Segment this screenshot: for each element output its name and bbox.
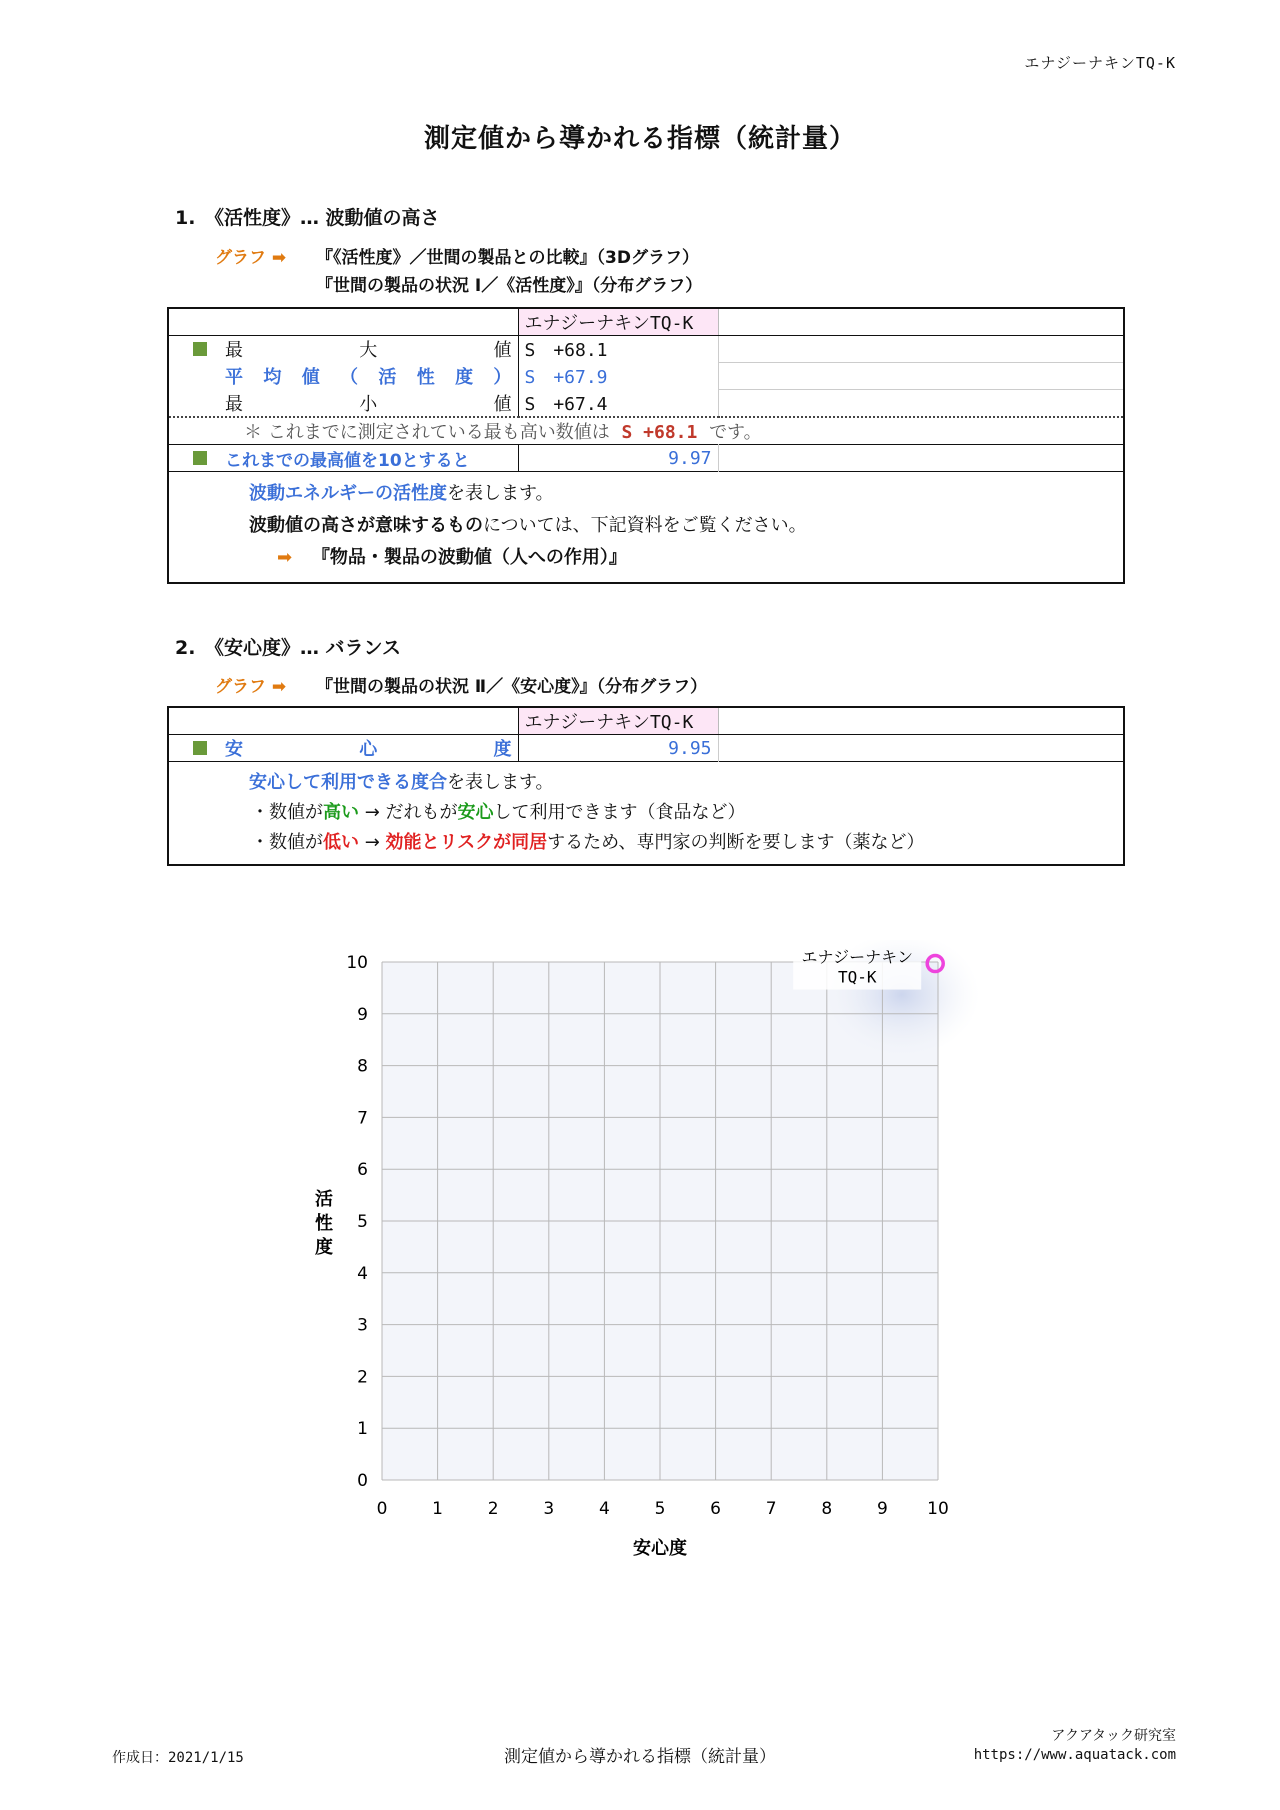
- x-tick-label: 9: [876, 1499, 888, 1519]
- section1-description: 波動エネルギーの活性度を表します。 波動値の高さが意味するものについては、下記資料をご覧ください。 ➡ 『物品・製品の波動値（人への作用）』: [249, 483, 807, 568]
- min-value: S +67.4: [518, 390, 718, 418]
- y-tick-label: 4: [357, 1263, 368, 1284]
- reference-link[interactable]: 『物品・製品の波動値（人への作用）』: [311, 547, 627, 568]
- y-tick-label: 10: [346, 953, 368, 973]
- safety-label: 安 心 度: [225, 739, 512, 760]
- x-tick-label: 6: [710, 1499, 722, 1519]
- section2-graph-link-distribution[interactable]: 『世間の製品の状況 Ⅱ／《安心度》』（分布グラフ）: [316, 677, 708, 697]
- max-value: S +68.1: [518, 336, 718, 363]
- section2-table: [167, 706, 1125, 866]
- x-tick-label: 3: [543, 1499, 555, 1519]
- record-value: S +68.1: [621, 422, 698, 443]
- y-tick-label: 1: [357, 1419, 368, 1440]
- x-tick-label: 0: [376, 1499, 388, 1519]
- x-tick-label: 8: [821, 1499, 833, 1519]
- safety-value: 9.95: [518, 735, 718, 762]
- website-url[interactable]: https://www.aquatack.com: [973, 1747, 1176, 1763]
- product-column-header: エナジーナキンTQ-K: [518, 707, 718, 735]
- y-tick-label: 3: [357, 1315, 368, 1336]
- y-tick-label: 9: [357, 1004, 368, 1025]
- section1-graph-link-distribution[interactable]: 『世間の製品の状況 Ⅰ／《活性度》』（分布グラフ）: [316, 276, 703, 296]
- y-tick-label: 8: [357, 1056, 368, 1077]
- x-tick-label: 4: [598, 1499, 610, 1519]
- y-tick-label: 7: [357, 1108, 368, 1129]
- section1-graph-link-3d[interactable]: 『《活性度》／世間の製品との比較』（3Dグラフ）: [316, 248, 699, 268]
- section1-heading: 1. 《活性度》… 波動値の高さ: [175, 207, 440, 229]
- y-tick-label: 2: [357, 1367, 368, 1388]
- x-axis-label: 安心度: [633, 1538, 687, 1559]
- max-label: 最 大 値: [225, 340, 512, 362]
- point-label-model: TQ-K: [837, 967, 877, 987]
- section2-description: 安心して利用できる度合を表します。 ・数値が高い → だれもが安心して利用できます（食品など） ・数値が低い → 効能とリスクが同居するため、専門家の判断を要します（薬など）: [249, 772, 925, 853]
- section1-graph-label: グラフ ➡: [215, 248, 287, 268]
- document-name: エナジーナキンTQ-K: [1024, 54, 1176, 72]
- x-tick-label: 5: [654, 1499, 666, 1519]
- bullet-square-icon: [193, 741, 207, 755]
- bullet-square-icon: [193, 342, 207, 356]
- product-column-header: エナジーナキンTQ-K: [518, 308, 718, 336]
- x-tick-label: 2: [487, 1499, 499, 1519]
- scaled-label: これまでの最高値を10とすると: [225, 450, 470, 471]
- y-axis-label: 活性度: [315, 1189, 333, 1258]
- bullet-square-icon: [193, 451, 207, 465]
- y-tick-label: 0: [357, 1471, 368, 1491]
- x-tick-label: 10: [927, 1499, 949, 1519]
- scatter-chart: [280, 940, 1000, 1580]
- arrow-right-icon: ➡: [277, 547, 293, 568]
- section1-table: [167, 307, 1125, 584]
- min-label: 最 小 値: [225, 393, 512, 415]
- section2-heading: 2. 《安心度》… バランス: [175, 637, 401, 659]
- point-label-name: エナジーナキン: [801, 947, 913, 967]
- created-date: 作成日：2021/1/15: [112, 1750, 244, 1766]
- x-tick-label: 1: [432, 1499, 444, 1519]
- page-title: 測定値から導かれる指標（統計量）: [423, 124, 856, 154]
- footer-title: 測定値から導かれる指標（統計量）: [504, 1747, 776, 1767]
- y-tick-label: 6: [357, 1160, 368, 1181]
- scaled-value: 9.97: [518, 445, 718, 472]
- record-note: ＊ これまでに測定されている最も高い数値は S +68.1 です。: [244, 422, 762, 443]
- average-label: 平 均 値 （ 活 性 度 ）: [225, 367, 512, 388]
- section2-graph-label: グラフ ➡: [215, 677, 287, 697]
- y-tick-label: 5: [357, 1212, 368, 1232]
- average-value: S +67.9: [518, 363, 718, 390]
- organization-name: アクアタック研究室: [1051, 1728, 1176, 1744]
- x-tick-label: 7: [765, 1499, 777, 1519]
